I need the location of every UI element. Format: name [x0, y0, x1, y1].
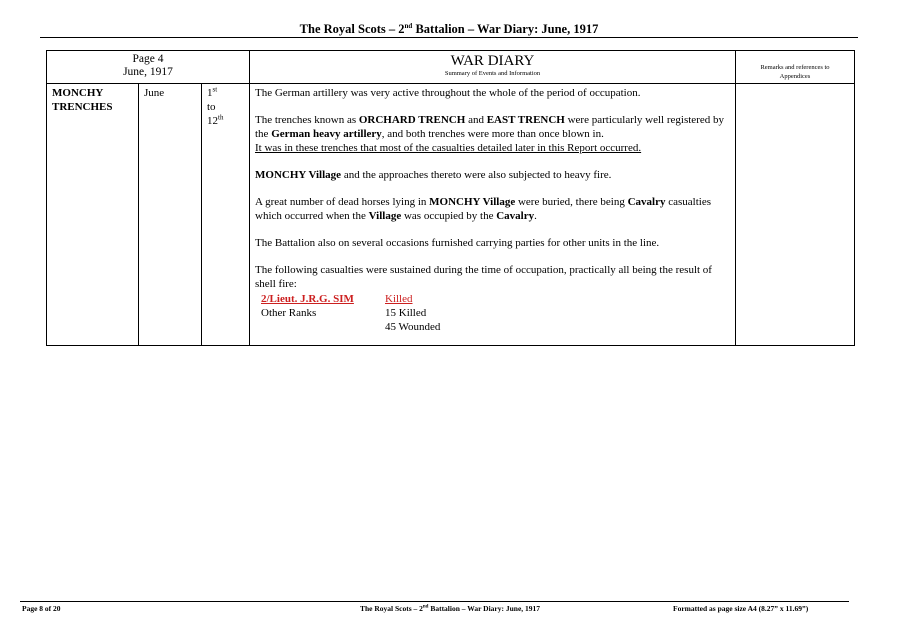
- page-date: June, 1917: [123, 66, 173, 78]
- remarks-label-line2: Appendices: [779, 73, 811, 80]
- footer-rule: [20, 601, 849, 602]
- remarks-label-line1: Remarks and references to: [760, 64, 830, 71]
- header-text-pre: The Royal Scots – 2: [299, 22, 405, 36]
- footer-title: The Royal Scots – 2nd Battalion – War Diary: June, 1917: [359, 604, 541, 613]
- month-value: June: [144, 87, 165, 99]
- place-line1: MONCHY: [52, 87, 104, 99]
- events-cell: [250, 84, 736, 346]
- header-text-post: Battalion – War Diary: June, 1917: [412, 22, 599, 36]
- day-start: 1st: [207, 85, 218, 99]
- month-cell: [139, 84, 202, 346]
- table-header-row: [47, 51, 855, 84]
- war-diary-table: [46, 50, 855, 346]
- underlined-note: It was in these trenches that most of the casualties detailed later in this Report occurred.: [255, 142, 642, 154]
- remarks-cell: [736, 84, 855, 346]
- other-ranks-label: Other Ranks: [261, 307, 317, 319]
- table-row: [47, 84, 855, 346]
- war-diary-subtitle: Summary of Events and Information: [444, 70, 541, 77]
- entry-paragraph: MONCHY Village and the approaches thereto were also subjected to heavy fire.: [255, 169, 612, 181]
- header-rule: [40, 37, 858, 38]
- header-superscript: nd: [404, 21, 413, 30]
- entry-paragraph: A great number of dead horses lying in MONCHY Village were buried, there being Cavalry casualties which occurred when the Village was occupied by the Cavalry.: [255, 196, 712, 222]
- footer-format-note: Formatted as page size A4 (8.27” x 11.69”): [673, 604, 809, 613]
- day-end: 12th: [207, 113, 224, 127]
- remarks-header-cell: [736, 51, 855, 84]
- officer-name: 2/Lieut. J.R.G. SIM: [261, 293, 354, 305]
- other-ranks-killed: 15 Killed: [385, 307, 427, 319]
- entry-paragraph: The following casualties were sustained during the time of occupation, practically all being the result of shell fire:: [255, 264, 712, 290]
- entry-paragraph: The Battalion also on several occasions furnished carrying parties for other units in the line.: [255, 237, 660, 249]
- page-label: Page 4: [132, 53, 164, 65]
- entry-paragraph: The trenches known as ORCHARD TRENCH and EAST TRENCH were particularly well registered by the German heavy artillery, and both trenches were more than once blown in. It was in these trenches that most of the casualties detailed later in this Report occurred.: [255, 114, 724, 154]
- title-cell: [250, 51, 736, 84]
- page-ref-cell: [47, 51, 250, 84]
- officer-status: Killed: [385, 293, 413, 305]
- war-diary-title: WAR DIARY: [450, 53, 535, 69]
- other-ranks-wounded: 45 Wounded: [385, 321, 441, 333]
- place-line2: TRENCHES: [52, 101, 113, 113]
- casualty-list: [261, 292, 730, 334]
- footer-page-number: Page 8 of 20: [22, 604, 61, 613]
- entry-paragraph: The German artillery was very active throughout the whole of the period of occupation.: [255, 87, 641, 99]
- document-header: [40, 22, 858, 37]
- day-to: to: [207, 101, 216, 113]
- place-cell: [47, 84, 139, 346]
- date-cell: [202, 84, 250, 346]
